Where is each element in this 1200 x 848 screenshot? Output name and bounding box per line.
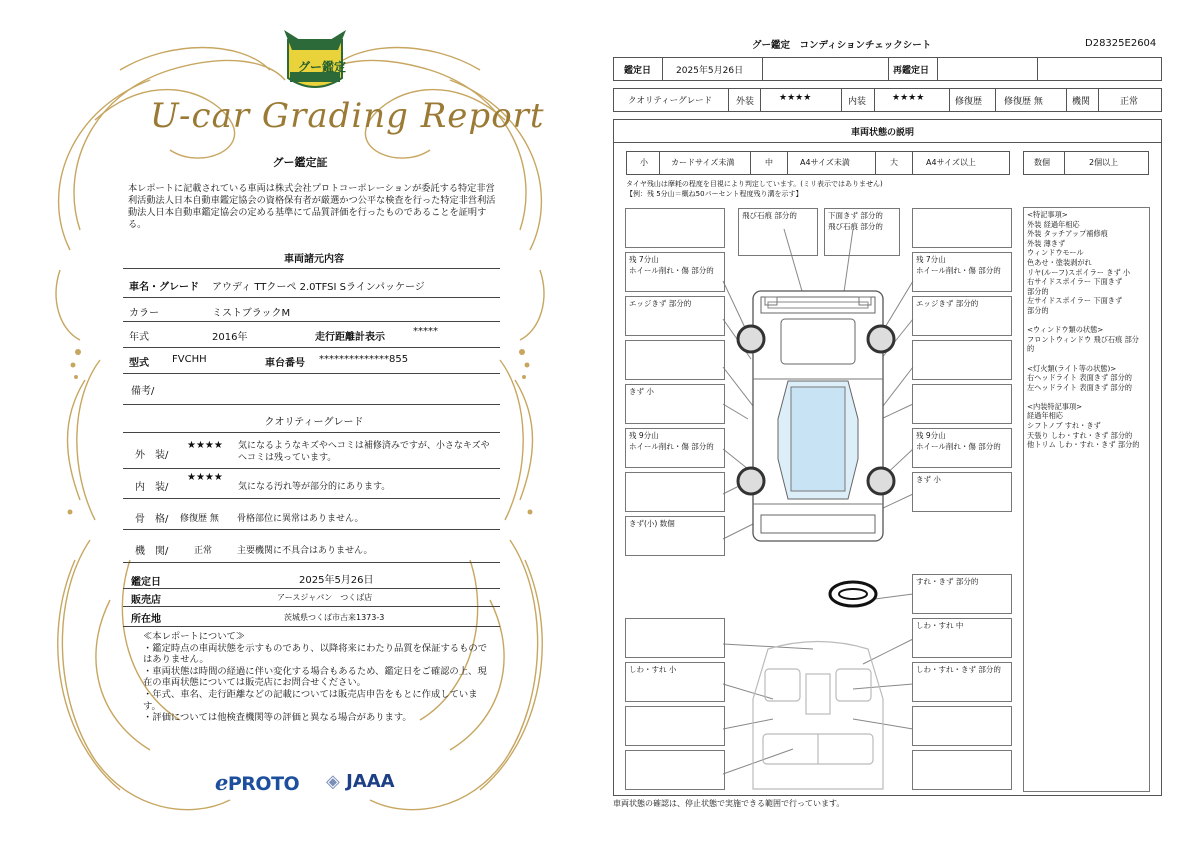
chassis-value: **************855 <box>319 354 409 365</box>
annotation-box <box>912 340 1012 380</box>
annotation-box <box>625 472 725 512</box>
remarks-line: 色あせ・塗装剥がれ <box>1027 257 1092 267</box>
color-value: ミストブラックM <box>212 308 291 319</box>
sheet-date-label: 鑑定日 <box>624 66 652 76</box>
interior-stars: ★★★★ <box>187 472 223 483</box>
frame-text: 骨格部位に異常はありません。 <box>237 514 364 524</box>
remarks-spacer <box>1027 392 1146 402</box>
remarks-line: 左サイドスポイラー 下面きず <box>1027 296 1123 306</box>
exterior-stars: ★★★★ <box>187 440 223 451</box>
note-item: ・車両状態は時間の経過に伴い変化する場合もあるため、鑑定日をご確認の上、現在の車両状態については販売店にお問合せください。 <box>143 665 487 689</box>
legend-large-desc: A4サイズ以上 <box>926 158 976 167</box>
year-label: 年式 <box>129 332 149 343</box>
remarks-heading: <ウィンドウ類の状態> <box>1027 325 1104 335</box>
annotation-box <box>912 472 1012 512</box>
interior-text: 気になる汚れ等が部分的にあります。 <box>238 482 391 492</box>
sheet-title: グー鑑定 コンディションチェックシート <box>752 40 932 51</box>
annotation-text: しわ・すれ 中 <box>916 621 964 630</box>
remarks-line: 外装 タッチアップ補修痕 <box>1027 229 1108 239</box>
mileage-label: 走行距離計表示 <box>315 332 385 343</box>
chassis-label: 車台番号 <box>265 358 305 369</box>
notes-heading: ≪本レポートについて≫ <box>143 631 246 642</box>
jaaa-logo-text: JAAA <box>346 771 395 792</box>
annotation-text: 残 7分山 <box>916 255 946 264</box>
certificate-title: グー鑑定証 <box>272 156 328 169</box>
row-cell <box>1037 57 1162 81</box>
remarks-heading: <特記事項> <box>1027 210 1068 219</box>
legend-mid-desc: A4サイズ未満 <box>800 158 850 167</box>
int-label: 内装 <box>848 97 867 107</box>
annotation-box <box>912 662 1012 702</box>
frame-label: 骨 格/ <box>135 514 169 525</box>
annotation-text: ホイール削れ・傷 部分的 <box>629 442 714 451</box>
note-item: ・年式、車名、走行距離などの記載については販売店申告をもとに作成しています。 <box>143 688 478 712</box>
interior-label: 内 装/ <box>135 482 169 493</box>
exterior-label: 外 装/ <box>135 450 169 461</box>
frame-value: 修復歴 無 <box>180 514 219 524</box>
date-label: 鑑定日 <box>131 577 161 588</box>
sheet-date-value: 2025年5月26日 <box>676 66 744 76</box>
doc-id: D28325E2604 <box>1085 38 1157 49</box>
remarks-line: 天張り しわ・すれ・きず 部分的 <box>1027 430 1133 440</box>
annotation-text: きず 小 <box>629 387 654 396</box>
annotation-text: しわ・すれ 小 <box>629 665 677 674</box>
annotation-text: エッジきず 部分的 <box>629 299 692 308</box>
annotation-box <box>912 574 1012 614</box>
annotation-text: きず 小 <box>916 475 941 484</box>
legend-large: 大 <box>890 158 898 167</box>
car-name-value: アウディ TTクーペ 2.0TFSI Sラインパッケージ <box>212 282 425 293</box>
engine-value: 正常 <box>1120 97 1139 107</box>
color-label: カラー <box>129 308 159 319</box>
annotation-box <box>912 618 1012 658</box>
annotation-box <box>625 340 725 380</box>
annotation-box <box>912 384 1012 424</box>
remarks-line: 右ヘッドライト 表面きず 部分的 <box>1027 373 1132 383</box>
remarks-heading: <内装特記事項> <box>1027 401 1083 411</box>
address-value: 茨城県つくば市古来1373-3 <box>284 613 385 622</box>
remarks-line: リヤ(ルーフ)スポイラー きず 小 <box>1027 267 1131 277</box>
remarks-spacer <box>1027 354 1146 364</box>
annotation-box <box>625 296 725 336</box>
annotation-box <box>912 252 1012 292</box>
engine-label: 機 関/ <box>135 546 169 557</box>
annotation-text: ホイール削れ・傷 部分的 <box>916 442 1001 451</box>
annotation-box <box>824 208 900 256</box>
jaaa-logo: ◈ JAAA <box>326 771 395 792</box>
model-label: 型式 <box>129 358 149 369</box>
car-name-label: 車名・グレード <box>129 282 199 293</box>
remarks-line: 他トリム しわ・すれ・きず 部分的 <box>1027 440 1140 450</box>
engine-label: 機関 <box>1072 97 1091 107</box>
annotation-box <box>912 750 1012 790</box>
model-value: FVCHH <box>172 354 207 365</box>
steering-wheel-icon <box>830 582 876 606</box>
engine-value: 正常 <box>194 546 213 556</box>
annotation-text: すれ・きず 部分的 <box>916 577 979 586</box>
annotation-box <box>625 384 725 424</box>
remarks-line: 外装 経過年相応 <box>1027 219 1080 229</box>
remarks-spacer <box>1027 316 1146 326</box>
legend-count-desc: 2個以上 <box>1089 158 1119 167</box>
note-item: ・鑑定時点の車両状態を示すものであり、以降将来にわたり品質を保証するものではありません。 <box>143 642 487 666</box>
annotation-text: ホイール削れ・傷 部分的 <box>916 266 1001 275</box>
re-date-label: 再鑑定日 <box>893 66 930 76</box>
quality-grade-label: クオリティーグレード <box>628 96 713 106</box>
exterior-text: 気になるようなキズやヘコミは補修済みですが、小さなキズやヘコミは残っています。 <box>238 441 490 463</box>
annotation-box <box>912 296 1012 336</box>
ext-value: ★★★★ <box>779 93 812 103</box>
repair-label: 修復歴 <box>955 97 983 107</box>
date-value: 2025年5月26日 <box>299 575 374 586</box>
section-title: 車両状態の説明 <box>851 128 915 138</box>
remarks-line: 経過年相応 <box>1027 411 1063 421</box>
annotation-text: 飛び石痕 部分的 <box>828 222 883 231</box>
annotation-box <box>625 516 725 556</box>
annotation-box <box>912 706 1012 746</box>
mileage-value: ***** <box>413 326 438 337</box>
legend-mid: 中 <box>765 158 773 167</box>
annotation-box <box>625 428 725 468</box>
annotation-text: ホイール削れ・傷 部分的 <box>629 266 714 275</box>
int-value: ★★★★ <box>892 93 925 103</box>
remarks-line: ウィンドウモール <box>1027 248 1084 258</box>
annotation-box <box>738 208 818 256</box>
script-title: U-car Grading Report <box>150 96 545 136</box>
spec-title: 車両諸元内容 <box>284 254 344 265</box>
remarks-heading: <灯火類(ライト等の状態)> <box>1027 363 1117 373</box>
annotation-box <box>625 662 725 702</box>
legend-small: 小 <box>640 158 648 167</box>
shop-label: 販売店 <box>131 595 161 606</box>
shop-value: アースジャパン つくば店 <box>277 593 373 602</box>
quality-title: クオリティーグレード <box>264 417 364 428</box>
annotation-text: しわ・すれ・きず 部分的 <box>916 665 1001 674</box>
legend-small-desc: カードサイズ未満 <box>671 158 735 167</box>
annotation-text: 飛び石痕 部分的 <box>742 211 797 220</box>
tire-note: タイヤ残山は摩耗の程度を目視により判定しています。(ミリ表示ではありません) <box>626 180 883 188</box>
year-value: 2016年 <box>212 332 248 343</box>
remarks-box <box>1023 207 1150 792</box>
annotation-text: 残 7分山 <box>629 255 659 264</box>
address-label: 所在地 <box>131 614 161 625</box>
legend-count: 数個 <box>1034 158 1050 167</box>
annotation-box <box>625 208 725 248</box>
certificate-intro: 本レポートに記載されている車両は株式会社プロトコーポレーションが委託する特定非営利活動法人日本自動車鑑定協会の資格保有者が厳選かつ公平な検査を行った特定非営利活動法人日本自動車鑑定協会の定める基準にて品質評価を行ったものであることを証明する。 <box>128 183 496 230</box>
remarks-label: 備考/ <box>131 386 155 397</box>
annotation-box <box>912 208 1012 248</box>
annotation-box <box>625 750 725 790</box>
car-top-view <box>753 291 883 541</box>
remarks-line: 左ヘッドライト 表面きず 部分的 <box>1027 382 1132 392</box>
annotation-box <box>625 706 725 746</box>
remarks-line: 右サイドスポイラー 下面きず <box>1027 277 1123 287</box>
note-item: ・評価については他検査機関等の評価と異なる場合があります。 <box>143 712 412 724</box>
emblem-text: グー鑑定 <box>298 60 347 74</box>
annotation-box <box>625 618 725 658</box>
remarks-line: 部分的 <box>1027 305 1049 315</box>
repair-value: 修復歴 無 <box>1004 97 1043 107</box>
proto-logo-text: PROTO <box>227 773 300 795</box>
remarks-line: シフトノブ すれ・きず <box>1027 421 1101 431</box>
annotation-text: 下面きず 部分的 <box>828 211 883 220</box>
annotation-text: 残 9分山 <box>629 431 659 440</box>
remarks-line: 部分的 <box>1027 286 1049 296</box>
remarks-line: 外装 薄きず <box>1027 238 1066 248</box>
annotation-text: 残 9分山 <box>916 431 946 440</box>
annotation-box <box>912 428 1012 468</box>
annotation-text: エッジきず 部分的 <box>916 299 979 308</box>
engine-text: 主要機関に不具合はありません。 <box>237 546 373 556</box>
proto-logo: ℯPROTO <box>215 771 300 795</box>
remarks-line: フロントウィンドウ 飛び石痕 部分的 <box>1027 334 1139 354</box>
ext-label: 外装 <box>736 97 755 107</box>
sheet-footer: 車両状態の確認は、停止状態で実施できる範囲で行っています。 <box>613 799 845 808</box>
tire-note-example: 【例：残 5分山＝概ね50パーセント程度残り溝を示す】 <box>626 190 803 198</box>
annotation-text: きず(小) 数個 <box>629 519 675 528</box>
annotation-box <box>625 252 725 292</box>
